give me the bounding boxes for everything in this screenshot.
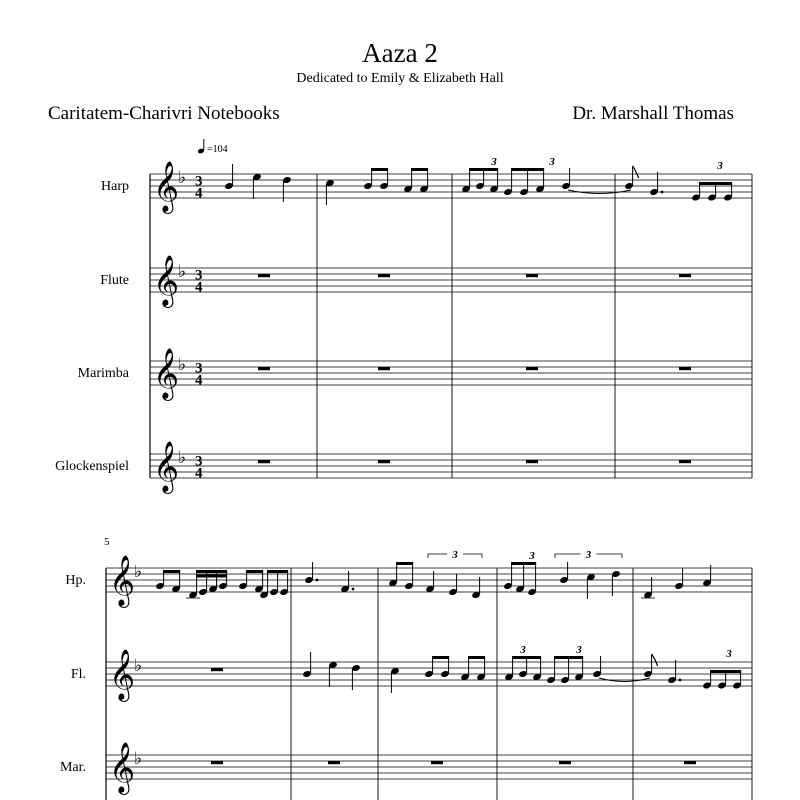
measure-number: 5 — [104, 536, 110, 548]
time-signature-denominator: 4 — [195, 279, 203, 296]
instrument-label: Glockenspiel — [55, 459, 129, 474]
time-signature-denominator: 4 — [195, 465, 203, 482]
note-beam — [710, 670, 741, 673]
whole-rest-icon — [258, 460, 270, 463]
time-signature-denominator: 4 — [195, 185, 203, 202]
treble-clef-icon: 𝄞 — [153, 349, 180, 398]
note-beam — [699, 182, 732, 185]
augmentation-dot — [352, 588, 355, 591]
instrument-label: Hp. — [65, 573, 86, 588]
note-beam — [512, 656, 541, 659]
instrument-label: Flute — [100, 273, 129, 288]
tuplet-number: 3 — [520, 644, 526, 656]
augmentation-dot — [661, 191, 664, 194]
score-subtitle: Dedicated to Emily & Elizabeth Hall — [296, 71, 504, 86]
tuplet-number: 3 — [576, 644, 582, 656]
note-beam — [371, 168, 388, 171]
treble-clef-icon: 𝄞 — [153, 442, 180, 491]
key-flat-icon: ♭ — [134, 562, 143, 581]
staff-2 — [100, 256, 752, 308]
note-beam — [196, 575, 227, 578]
tuplet-number: 3 — [529, 550, 535, 562]
note-beam — [469, 168, 498, 171]
system-1 — [55, 156, 752, 494]
key-flat-icon: ♭ — [134, 749, 143, 768]
note-beam — [511, 562, 536, 565]
whole-rest-icon — [526, 460, 538, 463]
tuplet-number: 3 — [585, 549, 592, 561]
key-flat-icon: ♭ — [178, 262, 187, 281]
whole-rest-icon — [526, 367, 538, 370]
note-beam — [554, 656, 583, 659]
whole-rest-icon — [679, 367, 691, 370]
whole-rest-icon — [679, 460, 691, 463]
treble-clef-icon: 𝄞 — [109, 650, 136, 699]
key-flat-icon: ♭ — [178, 168, 187, 187]
whole-rest-icon — [378, 274, 390, 277]
whole-rest-icon — [526, 274, 538, 277]
augmentation-dot — [316, 579, 319, 582]
tuplet-number: 3 — [549, 156, 555, 168]
tempo-value: =104 — [207, 144, 228, 155]
note-beam — [396, 562, 413, 565]
tuplet-number: 3 — [491, 156, 497, 168]
note-beam — [196, 570, 227, 573]
whole-rest-icon — [378, 367, 390, 370]
tuplet-number: 3 — [726, 648, 732, 660]
note-beam — [468, 656, 485, 659]
staff-3 — [78, 349, 752, 401]
whole-rest-icon — [328, 761, 340, 764]
instrument-label: Harp — [101, 179, 129, 194]
note-beam — [411, 168, 428, 171]
whole-rest-icon — [211, 668, 223, 671]
score-title: Aaza 2 — [362, 38, 438, 68]
whole-rest-icon — [679, 274, 691, 277]
composer-left: Caritatem-Charivri Notebooks — [48, 103, 280, 124]
key-flat-icon: ♭ — [178, 355, 187, 374]
note-beam — [163, 570, 180, 573]
tempo-marking — [197, 139, 227, 155]
whole-rest-icon — [684, 761, 696, 764]
note-beam — [267, 570, 288, 573]
time-signature-numerator: 3 — [195, 173, 203, 190]
marimba-rests-2 — [211, 761, 696, 764]
time-signature-numerator: 3 — [195, 267, 203, 284]
whole-rest-icon — [258, 367, 270, 370]
time-signature-denominator: 4 — [195, 372, 203, 389]
staff-3 — [60, 743, 752, 795]
treble-clef-icon: 𝄞 — [109, 556, 136, 605]
treble-clef-icon: 𝄞 — [153, 256, 180, 305]
system-2 — [60, 536, 752, 800]
composer-right: Dr. Marshall Thomas — [572, 103, 734, 124]
treble-clef-icon: 𝄞 — [153, 162, 180, 211]
time-signature-numerator: 3 — [195, 360, 203, 377]
whole-rest-icon — [258, 274, 270, 277]
note-flag — [633, 166, 639, 178]
instrument-label: Mar. — [59, 760, 86, 775]
whole-rest-icon — [378, 460, 390, 463]
tuplet-number: 3 — [717, 160, 723, 172]
whole-rest-icon — [431, 761, 443, 764]
time-signature-numerator: 3 — [195, 453, 203, 470]
instrument-label: Marimba — [77, 366, 129, 381]
staff-4 — [55, 442, 752, 494]
whole-rest-icon — [559, 761, 571, 764]
instrument-label: Fl. — [70, 667, 86, 682]
augmentation-dot — [679, 679, 682, 682]
key-flat-icon: ♭ — [178, 448, 187, 467]
key-flat-icon: ♭ — [134, 656, 143, 675]
note-beam — [432, 656, 449, 659]
note-beam — [511, 168, 544, 171]
note-flag — [652, 654, 658, 666]
treble-clef-icon: 𝄞 — [109, 743, 136, 792]
note-beam — [246, 570, 263, 573]
whole-rest-icon — [211, 761, 223, 764]
tuplet-number: 3 — [452, 549, 458, 561]
